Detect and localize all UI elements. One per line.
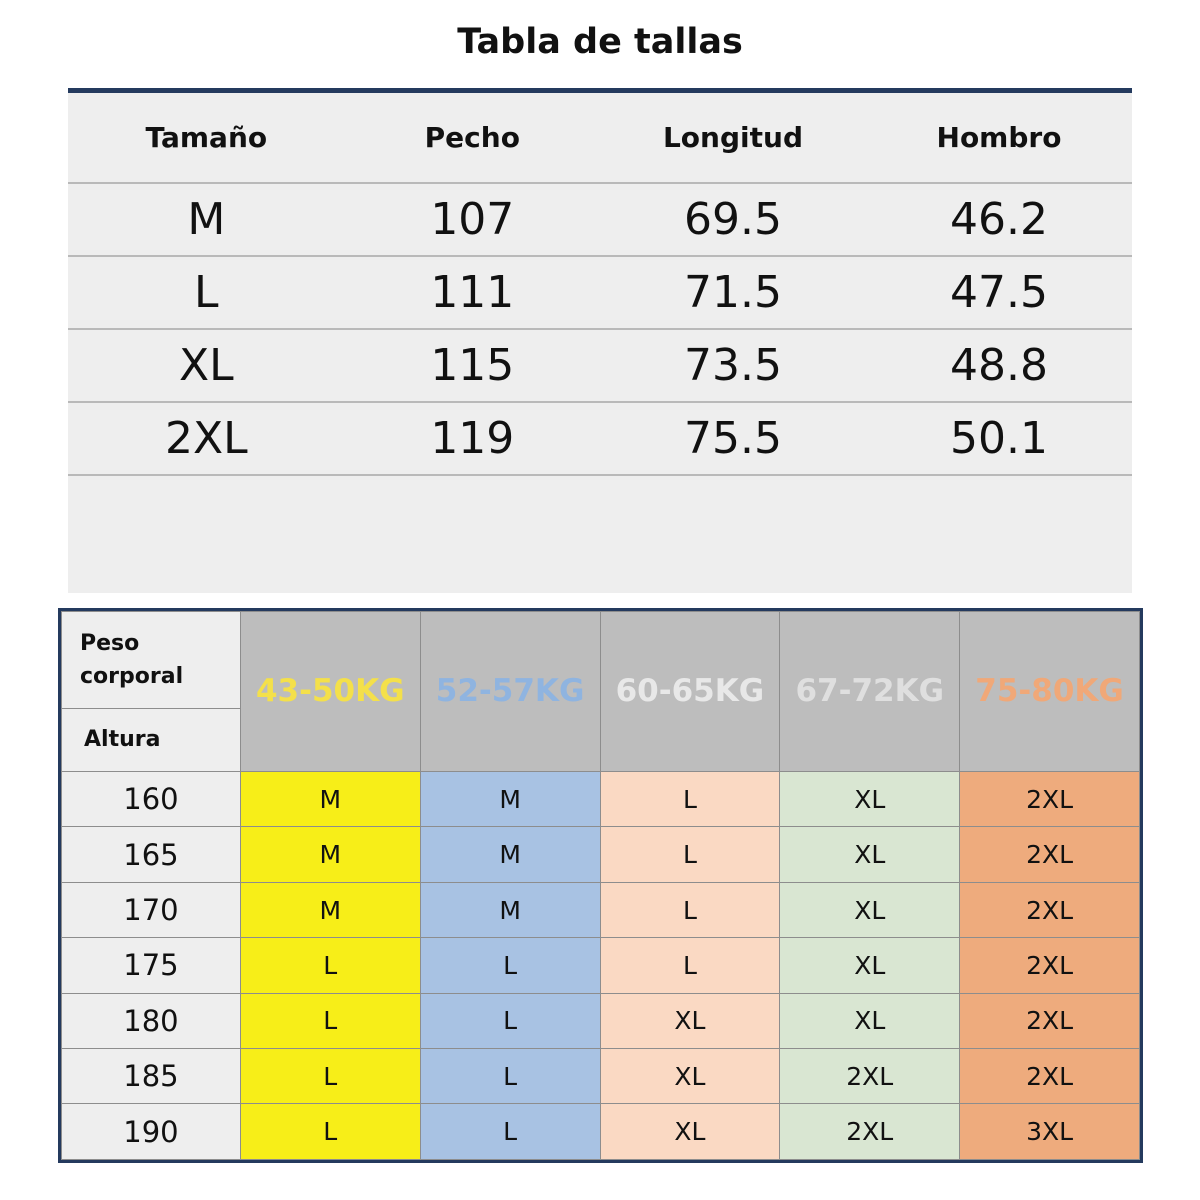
table-row — [68, 402, 1132, 475]
length-cell: 71.5 — [600, 256, 866, 329]
table-row — [68, 256, 1132, 329]
table-row — [62, 882, 1140, 937]
fit-cell: M — [420, 771, 600, 826]
table-row — [62, 827, 1140, 882]
fit-table-corner-height — [62, 709, 240, 771]
fit-table-header-row — [62, 612, 1140, 772]
fit-cell: XL — [780, 938, 960, 993]
size-cell: M — [68, 183, 345, 256]
table-row — [62, 771, 1140, 826]
chest-cell: 111 — [345, 256, 600, 329]
height-label: 160 — [62, 771, 241, 826]
size-cell: 2XL — [68, 402, 345, 475]
weight-header-3: 60-65KG — [600, 612, 780, 772]
size-table-header-row — [68, 93, 1132, 183]
fit-cell: 2XL — [960, 993, 1140, 1048]
corner-height-label: Altura — [84, 727, 161, 753]
fit-cell: M — [240, 827, 420, 882]
table-row — [62, 938, 1140, 993]
size-table-body — [68, 183, 1132, 475]
fit-cell: 2XL — [960, 771, 1140, 826]
size-table-header-size: Tamaño — [145, 121, 268, 154]
corner-weight-line2: corporal — [80, 664, 184, 689]
fit-table — [61, 611, 1140, 1160]
page-title: Tabla de tallas — [457, 22, 743, 62]
table-row — [68, 183, 1132, 256]
fit-cell: 2XL — [780, 1049, 960, 1104]
fit-cell: L — [420, 993, 600, 1048]
height-label: 175 — [62, 938, 241, 993]
fit-cell: 2XL — [960, 1049, 1140, 1104]
fit-cell: L — [600, 938, 780, 993]
shoulder-cell: 50.1 — [866, 402, 1132, 475]
fit-table-corner-weight — [62, 612, 240, 709]
length-cell: 69.5 — [600, 183, 866, 256]
fit-cell: L — [600, 771, 780, 826]
fit-cell: M — [420, 882, 600, 937]
fit-cell: L — [420, 1049, 600, 1104]
size-table — [68, 93, 1132, 476]
fit-cell: M — [240, 771, 420, 826]
length-cell: 73.5 — [600, 329, 866, 402]
fit-cell: L — [600, 882, 780, 937]
height-label: 170 — [62, 882, 241, 937]
fit-table-panel — [58, 608, 1143, 1163]
fit-cell: 3XL — [960, 1104, 1140, 1160]
fit-cell: L — [420, 1104, 600, 1160]
fit-table-body — [62, 612, 1140, 1160]
fit-cell: M — [420, 827, 600, 882]
height-label: 185 — [62, 1049, 241, 1104]
size-table-header-shoulder: Hombro — [936, 121, 1062, 154]
fit-cell: L — [240, 1049, 420, 1104]
table-row — [62, 1049, 1140, 1104]
size-cell: L — [68, 256, 345, 329]
fit-cell: L — [600, 827, 780, 882]
table-row — [62, 993, 1140, 1048]
weight-header-5: 75-80KG — [960, 612, 1140, 772]
fit-cell: 2XL — [960, 938, 1140, 993]
height-label: 165 — [62, 827, 241, 882]
corner-weight-line1: Peso — [80, 631, 140, 656]
fit-cell: XL — [600, 1049, 780, 1104]
fit-cell: XL — [780, 827, 960, 882]
fit-cell: L — [240, 993, 420, 1048]
fit-cell: 2XL — [960, 882, 1140, 937]
size-table-header-chest: Pecho — [424, 121, 520, 154]
size-table-head — [68, 93, 1132, 183]
fit-cell: L — [420, 938, 600, 993]
size-cell: XL — [68, 329, 345, 402]
chest-cell: 119 — [345, 402, 600, 475]
fit-cell: XL — [780, 882, 960, 937]
shoulder-cell: 48.8 — [866, 329, 1132, 402]
chest-cell: 115 — [345, 329, 600, 402]
size-table-panel — [68, 88, 1132, 593]
fit-cell: L — [240, 1104, 420, 1160]
fit-cell: L — [240, 938, 420, 993]
fit-cell: 2XL — [780, 1104, 960, 1160]
fit-cell: 2XL — [960, 827, 1140, 882]
size-table-header-length: Longitud — [662, 121, 803, 154]
shoulder-cell: 47.5 — [866, 256, 1132, 329]
fit-table-corner — [62, 612, 241, 772]
table-row — [62, 1104, 1140, 1160]
shoulder-cell: 46.2 — [866, 183, 1132, 256]
fit-cell: XL — [600, 1104, 780, 1160]
weight-header-1: 43-50KG — [240, 612, 420, 772]
weight-header-2: 52-57KG — [420, 612, 600, 772]
fit-cell: M — [240, 882, 420, 937]
fit-cell: XL — [600, 993, 780, 1048]
length-cell: 75.5 — [600, 402, 866, 475]
weight-header-4: 67-72KG — [780, 612, 960, 772]
chest-cell: 107 — [345, 183, 600, 256]
fit-cell: XL — [780, 993, 960, 1048]
height-label: 180 — [62, 993, 241, 1048]
height-label: 190 — [62, 1104, 241, 1160]
table-row — [68, 329, 1132, 402]
fit-cell: XL — [780, 771, 960, 826]
